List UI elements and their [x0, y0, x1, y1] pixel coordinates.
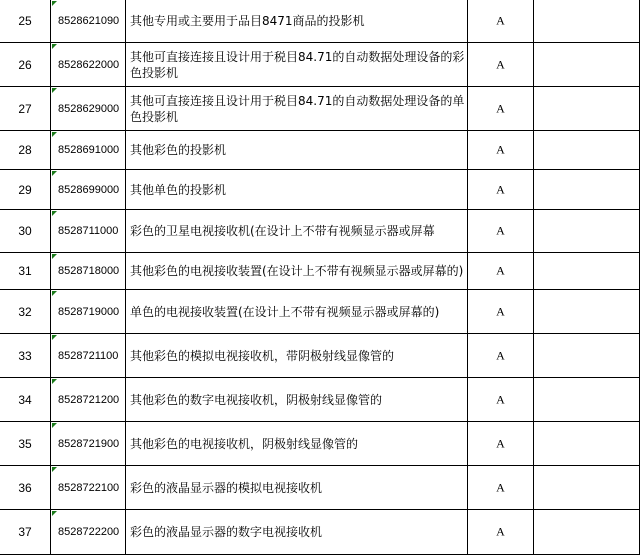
error-indicator-icon — [52, 511, 57, 516]
row-number: 26 — [18, 57, 32, 72]
error-indicator-icon — [52, 88, 57, 93]
row-number: 36 — [18, 480, 32, 495]
error-indicator-icon — [52, 335, 57, 340]
category: A — [496, 182, 505, 196]
category: A — [496, 436, 505, 450]
row-number-cell — [0, 378, 51, 421]
row-number-cell — [0, 170, 51, 209]
tariff-code-cell — [51, 510, 126, 554]
category: A — [496, 13, 505, 28]
description-cell — [126, 87, 468, 130]
tariff-code-cell — [51, 422, 126, 465]
table-row — [0, 210, 640, 253]
row-number-cell — [0, 87, 51, 130]
tariff-code-cell — [51, 466, 126, 509]
category: A — [496, 304, 505, 318]
table-row — [0, 422, 640, 466]
row-number-cell — [0, 210, 51, 252]
description-cell — [126, 131, 468, 169]
table-row — [0, 510, 640, 555]
row-number: 34 — [18, 392, 32, 407]
table-row — [0, 290, 640, 334]
tariff-code: 8528721100 — [58, 349, 119, 362]
tariff-code-cell — [51, 0, 126, 42]
empty-cell — [534, 422, 640, 465]
description: 彩色的卫星电视接收机(在设计上不带有视频显示器或屏幕 — [130, 224, 435, 238]
error-indicator-icon — [52, 467, 57, 472]
empty-cell — [534, 0, 640, 42]
category-cell — [468, 290, 534, 333]
table-row — [0, 334, 640, 378]
tariff-code-cell — [51, 210, 126, 252]
row-number-cell — [0, 290, 51, 333]
description-cell — [126, 253, 468, 289]
tariff-code-cell — [51, 131, 126, 169]
row-number: 30 — [18, 224, 32, 238]
description-cell — [126, 43, 468, 86]
error-indicator-icon — [52, 291, 57, 296]
category-cell — [468, 422, 534, 465]
category-cell — [468, 43, 534, 86]
table-row — [0, 43, 640, 87]
tariff-code-cell — [51, 43, 126, 86]
row-number-cell — [0, 422, 51, 465]
empty-cell — [534, 378, 640, 421]
row-number-cell — [0, 131, 51, 169]
category: A — [496, 392, 505, 406]
row-number: 35 — [18, 436, 32, 451]
table-row — [0, 378, 640, 422]
table-row — [0, 170, 640, 210]
table-row — [0, 466, 640, 510]
empty-cell — [534, 87, 640, 130]
error-indicator-icon — [52, 254, 57, 259]
row-number: 31 — [18, 264, 32, 278]
category-cell — [468, 378, 534, 421]
tariff-code-cell — [51, 170, 126, 209]
description: 其他彩色的投影机 — [130, 143, 227, 157]
tariff-code: 8528718000 — [58, 265, 120, 277]
description: 彩色的液晶显示器的模拟电视接收机 — [130, 480, 323, 495]
category-cell — [468, 466, 534, 509]
category: A — [496, 223, 505, 238]
tariff-code: 8528719000 — [58, 305, 120, 318]
row-number: 25 — [18, 14, 32, 28]
description-cell — [126, 334, 468, 377]
category-cell — [468, 170, 534, 209]
tariff-code: 8528629000 — [58, 102, 120, 115]
category: A — [496, 348, 505, 362]
row-number-cell — [0, 510, 51, 554]
row-number-cell — [0, 466, 51, 509]
description-cell — [126, 378, 468, 421]
row-number: 32 — [18, 304, 32, 319]
description: 其他彩色的电视接收装置(在设计上不带有视频显示器或屏幕的) — [130, 264, 464, 278]
table-row — [0, 0, 640, 43]
description: 其他可直接连接且设计用于税目84.71的自动数据处理设备的单色投影机 — [130, 93, 465, 124]
tariff-code: 8528699000 — [58, 183, 120, 196]
category-cell — [468, 131, 534, 169]
error-indicator-icon — [52, 211, 57, 216]
tariff-code: 8528721900 — [58, 437, 120, 450]
category-cell — [468, 253, 534, 289]
error-indicator-icon — [52, 44, 57, 49]
tariff-code: 8528721200 — [58, 393, 120, 406]
description-cell — [126, 510, 468, 554]
row-number: 37 — [18, 525, 32, 539]
category: A — [496, 263, 505, 278]
tariff-code-cell — [51, 290, 126, 333]
tariff-code-cell — [51, 334, 126, 377]
tariff-code-cell — [51, 378, 126, 421]
description-cell — [126, 422, 468, 465]
category-cell — [468, 210, 534, 252]
tariff-code-cell — [51, 253, 126, 289]
description-cell — [126, 170, 468, 209]
empty-cell — [534, 131, 640, 169]
table-row — [0, 87, 640, 131]
error-indicator-icon — [52, 423, 57, 428]
category: A — [496, 57, 505, 71]
empty-cell — [534, 253, 640, 289]
empty-cell — [534, 510, 640, 554]
tariff-code: 8528711000 — [58, 225, 119, 237]
category: A — [496, 142, 505, 157]
error-indicator-icon — [52, 171, 57, 176]
error-indicator-icon — [52, 379, 57, 384]
empty-cell — [534, 210, 640, 252]
error-indicator-icon — [52, 132, 57, 137]
row-number-cell — [0, 334, 51, 377]
category: A — [496, 480, 505, 494]
row-number-cell — [0, 0, 51, 42]
row-number: 33 — [18, 348, 32, 363]
empty-cell — [534, 290, 640, 333]
tariff-code: 8528691000 — [58, 144, 120, 156]
empty-cell — [534, 466, 640, 509]
tariff-code: 8528622000 — [58, 58, 120, 71]
table-row — [0, 253, 640, 290]
empty-cell — [534, 43, 640, 86]
category-cell — [468, 510, 534, 554]
row-number: 27 — [18, 101, 32, 116]
description: 其他可直接连接且设计用于税目84.71的自动数据处理设备的彩色投影机 — [130, 49, 465, 80]
description: 彩色的液晶显示器的数字电视接收机 — [130, 525, 323, 539]
category-cell — [468, 87, 534, 130]
description-cell — [126, 290, 468, 333]
row-number-cell — [0, 253, 51, 289]
tariff-code: 8528621090 — [58, 15, 120, 27]
description: 其他专用或主要用于品目8471商品的投影机 — [130, 14, 365, 28]
description: 其他彩色的数字电视接收机，阴极射线显像管的 — [130, 392, 383, 407]
tariff-code: 8528722200 — [58, 526, 120, 538]
category: A — [496, 524, 505, 539]
description-cell — [126, 466, 468, 509]
error-indicator-icon — [52, 1, 57, 6]
category-cell — [468, 0, 534, 42]
description-cell — [126, 0, 468, 42]
empty-cell — [534, 170, 640, 209]
description: 其他彩色的电视接收机，阴极射线显像管的 — [130, 436, 359, 451]
table-row — [0, 131, 640, 170]
description: 其他彩色的模拟电视接收机，带阴极射线显像管的 — [130, 348, 395, 363]
description: 单色的电视接收装置(在设计上不带有视频显示器或屏幕的) — [130, 304, 440, 319]
category-cell — [468, 334, 534, 377]
empty-cell — [534, 334, 640, 377]
tariff-code: 8528722100 — [58, 481, 120, 494]
description-cell — [126, 210, 468, 252]
tariff-code-cell — [51, 87, 126, 130]
row-number-cell — [0, 43, 51, 86]
category: A — [496, 101, 505, 115]
row-number: 28 — [18, 143, 32, 157]
description: 其他单色的投影机 — [130, 182, 227, 197]
row-number: 29 — [18, 182, 32, 197]
